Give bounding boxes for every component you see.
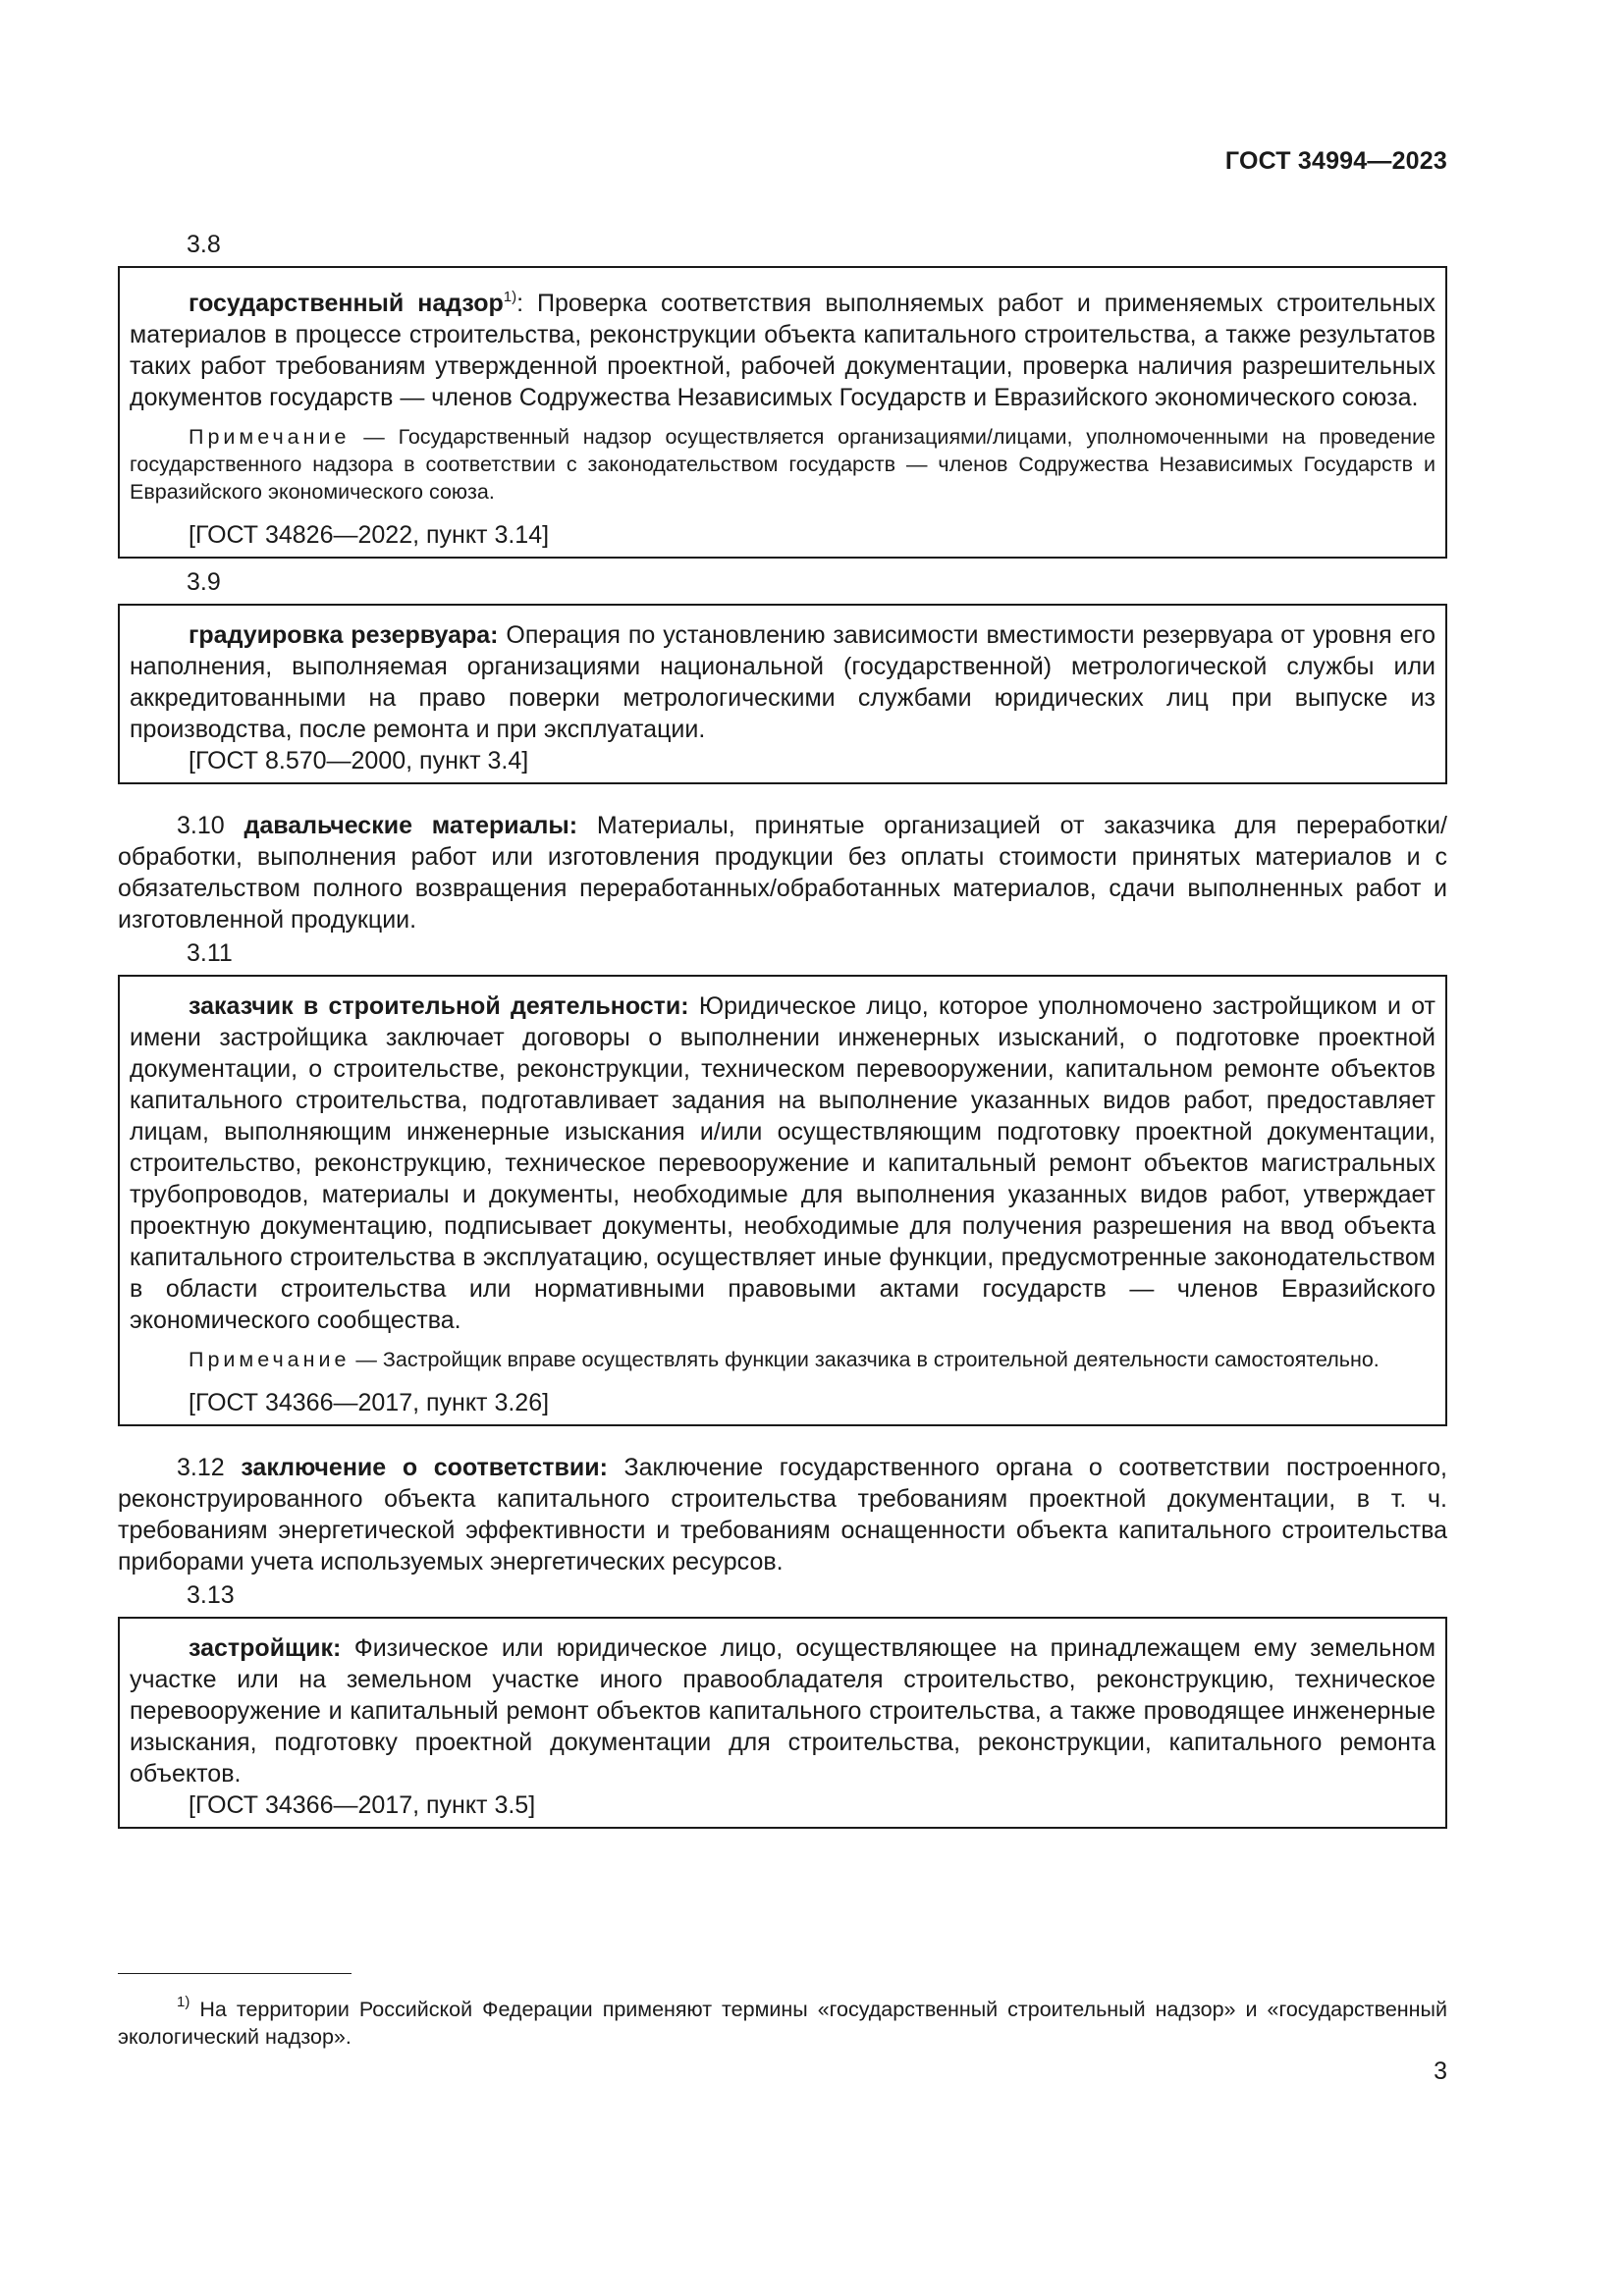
term: градуировка резервуара: (189, 621, 499, 649)
source-reference: [ГОСТ 8.570—2000, пункт 3.4] (189, 747, 529, 774)
note (130, 423, 1435, 506)
entry-number: 3.9 (187, 568, 221, 596)
entry-number: 3.10 (177, 812, 225, 839)
note-label: Примечание (189, 425, 351, 449)
note-text: — Застройщик вправе осуществлять функции заказчика в строительной деятельности самостоятельно. (350, 1348, 1380, 1371)
definition-text: Физическое или юридическое лицо, осуществляющее на принадлежащем ему земельном участке или на земельном участке иного правообладателя строительство, реконструкцию, техническое перевооружение и капитальный ремонт объектов капитального строительства, а также проводящее инженерные изыскания, подготовку проектной документации для строительства, реконструкции, капитального ремонта объектов. (130, 1634, 1435, 1788)
definition-text: Юридическое лицо, которое уполномочено застройщиком и от имени застройщика заключает договоры о выполнении инженерных изысканий, о подготовке проектной документации, о строительстве, реконструкции, техническом перевооружении, капитальном ремонте объектов капитального строительства, подготавливает задания на выполнение указанных видов работ, предоставляет лицам, выполняющим инженерные изыскания и/или осуществляющим подготовку проектной документации, строительство, реконструкцию, техническое перевооружение и капитальный ремонт объектов магистральных трубопроводов, материалы и документы, необходимые для выполнения указанных видов работ, утверждает проектную документацию, подписывает документы, необходимые для получения разрешения на ввод объекта капитального строительства в эксплуатацию, осуществляет иные функции, предусмотренные законодательством в области строительства или нормативными правовыми актами государств — членов Евразийского экономического сообщества. (130, 992, 1435, 1334)
definition-paragraph (118, 1452, 1447, 1577)
definition-text: Заключение государственного органа о соответствии построенного, реконструированного объекта капитального строительства требованиям проектной документации, в т. ч. требованиям энергетической эффективности и требованиям оснащенности объекта капитального строительства приборами учета используемых энергетических ресурсов. (118, 1454, 1447, 1575)
definition-paragraph (130, 990, 1435, 1336)
definition-box (118, 604, 1447, 784)
term: застройщик: (189, 1634, 342, 1662)
note-text: — Государственный надзор осуществляется организациями/лицами, уполномоченными на проведение государственного надзора в соответствии с законодательством государств — членов Содружества Независимых Государств и Евразийского экономического союза. (130, 425, 1435, 504)
footnote (118, 1989, 1447, 2051)
definition-box (118, 266, 1447, 559)
note (130, 1346, 1435, 1373)
footnote-divider (118, 1973, 352, 1974)
page-number: 3 (1434, 2057, 1447, 2085)
source-reference: [ГОСТ 34366—2017, пункт 3.26] (189, 1389, 550, 1416)
document-id: ГОСТ 34994—2023 (1224, 147, 1447, 175)
definition-paragraph (118, 810, 1447, 935)
term: заказчик в строительной деятельности: (189, 992, 689, 1020)
definition-box (118, 975, 1447, 1426)
note-label: Примечание (189, 1348, 351, 1371)
entry-number: 3.11 (187, 939, 233, 967)
definition-paragraph (130, 282, 1435, 413)
definition-text: Операция по установлению зависимости вместимости резервуара от уровня его наполнения, выполняемая организациями национальной (государственной) метрологической службы или аккредитованными на право поверки метрологическими службами юридических лиц при выпуске из производства, после ремонта и при эксплуатации. (130, 621, 1435, 743)
entry-number: 3.8 (187, 231, 221, 258)
entry-number: 3.12 (177, 1454, 225, 1481)
term: заключение о соответствии: (241, 1454, 608, 1481)
footnote-marker: 1) (177, 1994, 190, 2010)
entry-number: 3.13 (187, 1581, 235, 1609)
source-reference: [ГОСТ 34826—2022, пункт 3.14] (189, 521, 550, 549)
source-reference: [ГОСТ 34366—2017, пункт 3.5] (189, 1791, 536, 1819)
document-body (118, 221, 1447, 1829)
definition-text: Материалы, принятые организацией от заказчика для переработки/обработки, выполнения работ или изготовления продукции без оплаты стоимости принятых материалов и с обязательством полного возвращения переработанных/обработанных материалов, сдачи выполненных работ и изготовленной продукции. (118, 812, 1447, 934)
definition-text: : Проверка соответствия выполняемых работ и применяемых строительных материалов в процессе строительства, реконструкции объекта капитального строительства, а также результатов таких работ требованиям утвержденной проектной, рабочей документации, проверка наличия разрешительных документов государств — членов Содружества Независимых Государств и Евразийского экономического союза. (130, 290, 1435, 411)
definition-paragraph (130, 619, 1435, 745)
footnote-reference: 1) (503, 289, 517, 305)
definition-paragraph (130, 1632, 1435, 1789)
footnote-text: На территории Российской Федерации применяют термины «государственный строительный надзор» и «государственный экологический надзор». (118, 1998, 1447, 2049)
term: давальческие материалы: (244, 812, 578, 839)
term: государственный надзор (189, 290, 504, 317)
definition-box (118, 1617, 1447, 1829)
